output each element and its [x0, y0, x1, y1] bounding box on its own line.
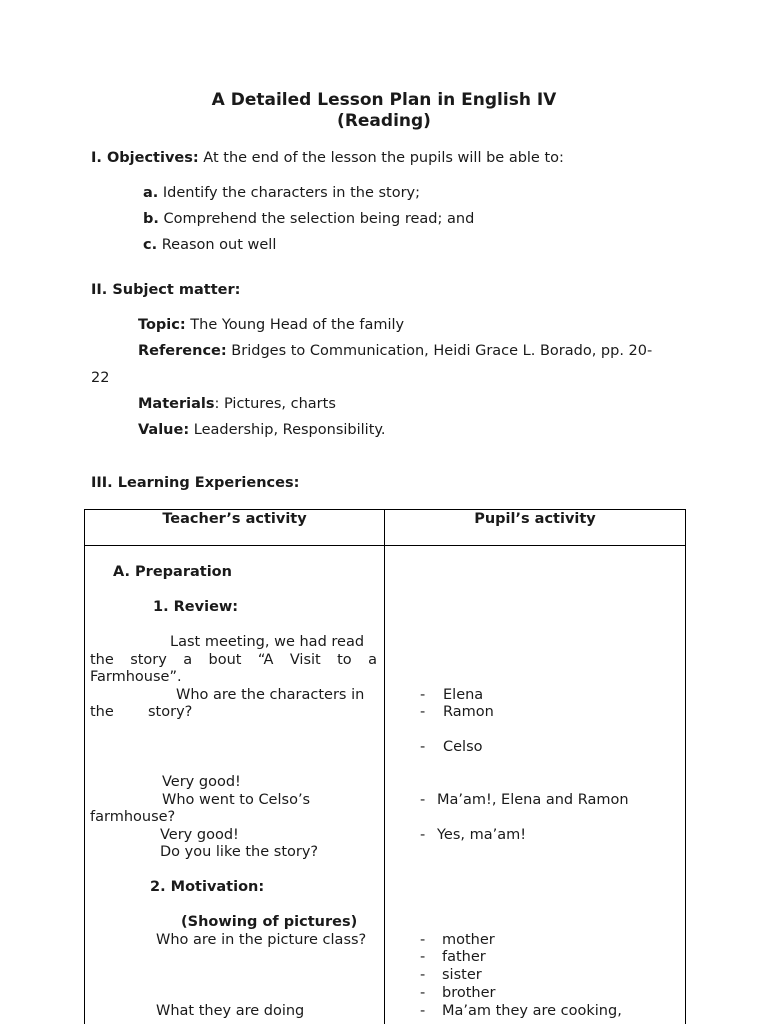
motivation-heading: 2. Motivation: — [150, 879, 265, 895]
document-title: A Detailed Lesson Plan in English IV — [211, 90, 557, 110]
showing-pictures: (Showing of pictures) — [181, 914, 358, 930]
table-middle-border — [384, 509, 385, 1024]
answer-like: Yes, ma’am! — [437, 827, 527, 843]
answer-celso: Celso — [443, 739, 483, 755]
objective-item-b: b. Comprehend the selection being read; and — [143, 211, 475, 227]
table-header-border — [84, 545, 686, 546]
answer-dash: - — [420, 827, 426, 843]
question-like-story: Do you like the story? — [160, 844, 319, 860]
question-farmhouse-line-2: farmhouse? — [90, 809, 176, 825]
very-good-1: Very good! — [162, 774, 241, 790]
reference-line: Reference: Bridges to Communication, Heidi Grace L. Borado, pp. 20- — [138, 343, 653, 359]
answer-dash: - — [420, 932, 426, 948]
answer-dash: - — [420, 985, 426, 1001]
question-characters-word-the: the — [90, 704, 114, 720]
answer-mother: mother — [442, 932, 495, 948]
answer-ramon: Ramon — [443, 704, 494, 720]
pupil-column-header: Pupil’s activity — [474, 511, 596, 527]
answer-elena: Elena — [443, 687, 484, 703]
question-characters-line-1: Who are the characters in — [176, 687, 365, 703]
question-farmhouse-line-1: Who went to Celso’s — [162, 792, 311, 808]
answer-dash: - — [420, 1003, 426, 1019]
answer-dash: - — [420, 739, 426, 755]
answer-dash: - — [420, 967, 426, 983]
answer-father: father — [442, 949, 486, 965]
preparation-heading: A. Preparation — [113, 564, 232, 580]
answer-farmhouse: Ma’am!, Elena and Ramon — [437, 792, 629, 808]
subject-matter-heading: II. Subject matter: — [91, 282, 241, 298]
reference-continuation: 22 — [91, 370, 110, 386]
answer-brother: brother — [442, 985, 496, 1001]
answer-dash: - — [420, 949, 426, 965]
answer-dash: - — [420, 704, 426, 720]
objectives-line — [91, 149, 564, 167]
review-text-line-2: the story a bout “A Visit to a — [90, 652, 377, 668]
review-text-line-1: Last meeting, we had read — [170, 634, 365, 650]
topic-line: Topic: The Young Head of the family — [138, 317, 405, 333]
review-heading: 1. Review: — [153, 599, 239, 615]
document-subtitle: (Reading) — [337, 111, 431, 131]
very-good-2: Very good! — [160, 827, 239, 843]
answer-sister: sister — [442, 967, 482, 983]
answer-dash: - — [420, 792, 426, 808]
objectives-heading: I. Objectives: — [91, 150, 199, 166]
answer-cooking: Ma’am they are cooking, — [442, 1003, 622, 1019]
learning-experiences-heading: III. Learning Experiences: — [91, 475, 300, 491]
table-right-border — [685, 509, 686, 1024]
objectives-intro: At the end of the lesson the pupils will be able to: — [203, 150, 564, 166]
materials-line: Materials: Pictures, charts — [138, 396, 336, 412]
answer-dash: - — [420, 687, 426, 703]
question-characters-word-story: story? — [148, 704, 193, 720]
objective-item-c: c. Reason out well — [143, 237, 277, 253]
review-text-line-3: Farmhouse”. — [90, 669, 182, 685]
teacher-column-header: Teacher’s activity — [162, 511, 307, 527]
value-line: Value: Leadership, Responsibility. — [138, 422, 386, 438]
question-picture: Who are in the picture class? — [156, 932, 367, 948]
question-doing: What they are doing — [156, 1003, 305, 1019]
objective-item-a: a. Identify the characters in the story; — [143, 185, 421, 201]
table-left-border — [84, 509, 85, 1024]
